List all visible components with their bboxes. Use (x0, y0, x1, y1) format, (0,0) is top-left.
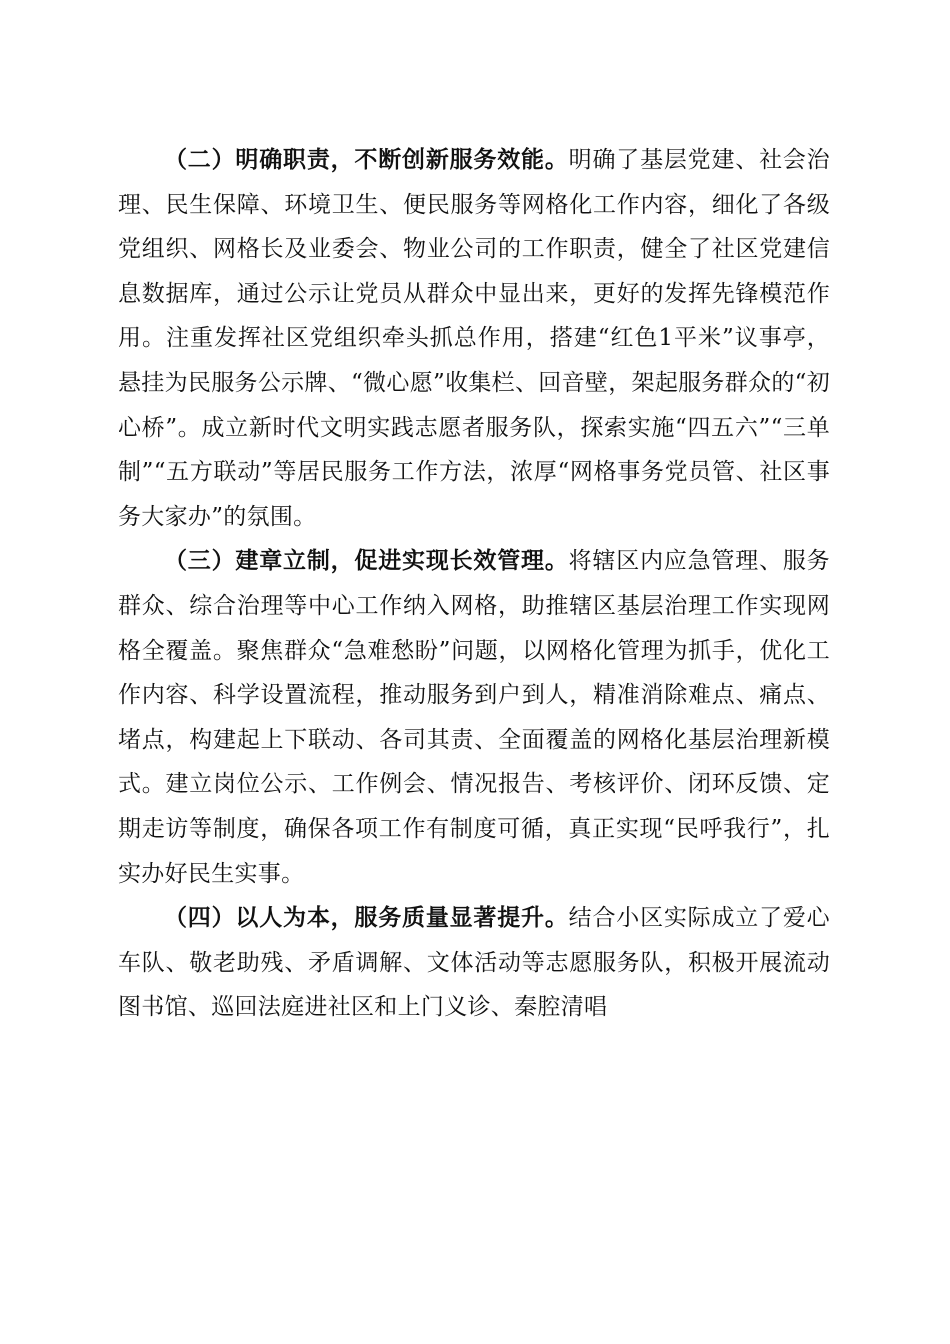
paragraph-heading: （二）明确职责，不断创新服务效能。 (164, 147, 569, 173)
paragraph-text: 将辖区内应急管理、服务群众、综合治理等中心工作纳入网格，助推辖区基层治理工作实现网格全覆盖。聚焦群众“急难愁盼”问题，以网格化管理为抓手，优化工作内容、科学设置流程，推动服务到户到人，精准消除难点、痛点、堵点，构建起上下联动、各司其责、全面覆盖的网格化基层治理新模式。建立岗位公示、工作例会、情况报告、考核评价、闭环反馈、定期走访等制度，确保各项工作有制度可循，真正实现“民呼我行”，扎实办好民生实事。 (118, 548, 830, 887)
paragraph-heading: （三）建章立制，促进实现长效管理。 (164, 548, 569, 575)
paragraph-text: 结合小区实际成立了爱心车队、敬老助残、矛盾调解、文体活动等志愿服务队，积极开展流动图书馆、巡回法庭进社区和上门义诊、秦腔清唱 (118, 905, 830, 1021)
paragraph-service-quality (118, 896, 830, 1030)
paragraph-heading: （四）以人为本，服务质量显著提升。 (164, 905, 569, 932)
paragraph-text: 明确了基层党建、社会治理、民生保障、环境卫生、便民服务等网格化工作内容，细化了各级党组织、网格长及业委会、物业公司的工作职责，健全了社区党建信息数据库，通过公示让党员从群众中显出来，更好的发挥先锋模范作用。注重发挥社区党组织牵头抓总作用，搭建“红色1平米”议事亭，悬挂为民服务公示牌、“微心愿”收集栏、回音壁，架起服务群众的“初心桥”。成立新时代文明实践志愿者服务队，探索实施“四五六”“三单制”“五方联动”等居民服务工作方法，浓厚“网格事务党员管、社区事务大家办”的氛围。 (118, 147, 830, 530)
paragraph-rules (118, 539, 830, 896)
document-body (118, 138, 830, 1030)
paragraph-duties (118, 138, 830, 539)
